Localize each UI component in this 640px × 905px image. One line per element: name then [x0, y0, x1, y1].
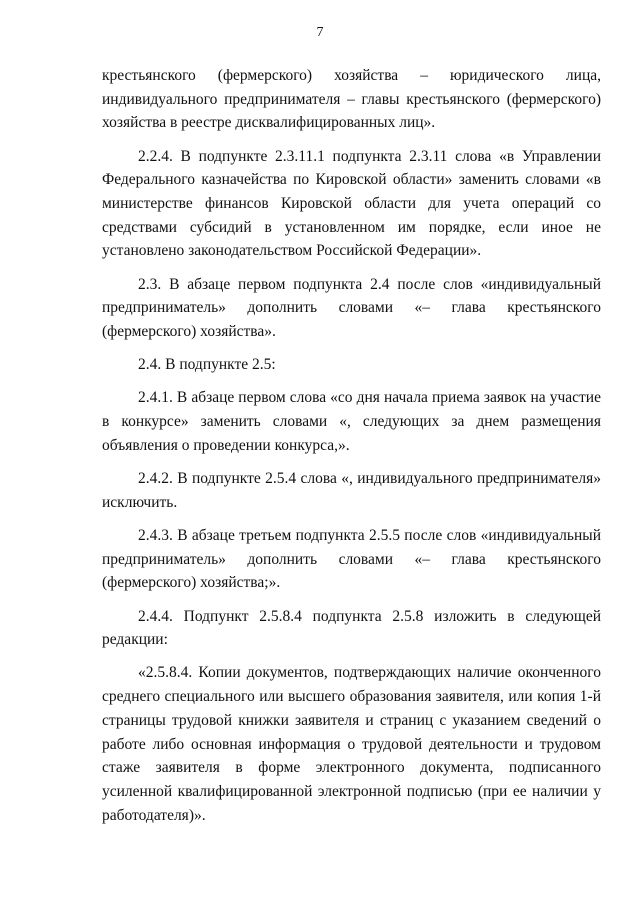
paragraph-2-4-3: 2.4.3. В абзаце третьем подпункта 2.5.5 после слов «индивидуальный предприниматель» дополнить словами «– глава крестьянского (фермерского) хозяйства;».	[102, 526, 601, 592]
paragraph-2-4-1: 2.4.1. В абзаце первом слова «со дня начала приема заявок на участие в конкурсе» заменить словами «, следующих за днем размещения объявления о проведении конкурса,».	[102, 389, 601, 454]
paragraph-2-4: 2.4. В подпункте 2.5:	[138, 356, 276, 374]
paragraph-2-4-4: 2.4.4. Подпункт 2.5.8.4 подпункта 2.5.8 изложить в следующей редакции:	[102, 607, 601, 649]
paragraph-2-5-8-4: «2.5.8.4. Копии документов, подтверждающих наличие оконченного среднего специального или высшего образования заявителя, или копия 1-й страницы трудовой книжки заявителя и страниц с указанием сведений о работе либо основная информация о трудовой деятельности и трудовом стаже заявителя в форме электронного документа, подписанного усиленной квалифицированной электронной подписью (при ее наличии у работодателя)».	[102, 664, 601, 824]
paragraph-continuation: крестьянского (фермерского) хозяйства – юридического лица, индивидуального предпринимателя – главы крестьянского (фермерского) хозяйства в реестре дисквалифицированных лиц».	[102, 67, 601, 132]
document-body	[102, 64, 601, 837]
paragraph-2-3: 2.3. В абзаце первом подпункта 2.4 после слов «индивидуальный предприниматель» дополнить словами «– глава крестьянского (фермерского) хозяйства».	[102, 275, 601, 341]
paragraph-2-2-4: 2.2.4. В подпункте 2.3.11.1 подпункта 2.3.11 слова «в Управлении Федерального казначейства по Кировской области» заменить словами «в министерстве финансов Кировской области для учета операций со средствами субсидий в установленном им порядке, если иное не установлено законодательством Российской Федерации».	[102, 147, 601, 260]
paragraph-2-4-2: 2.4.2. В подпункте 2.5.4 слова «, индивидуального предпринимателя» исключить.	[102, 470, 601, 511]
page-number: 7	[316, 25, 324, 40]
